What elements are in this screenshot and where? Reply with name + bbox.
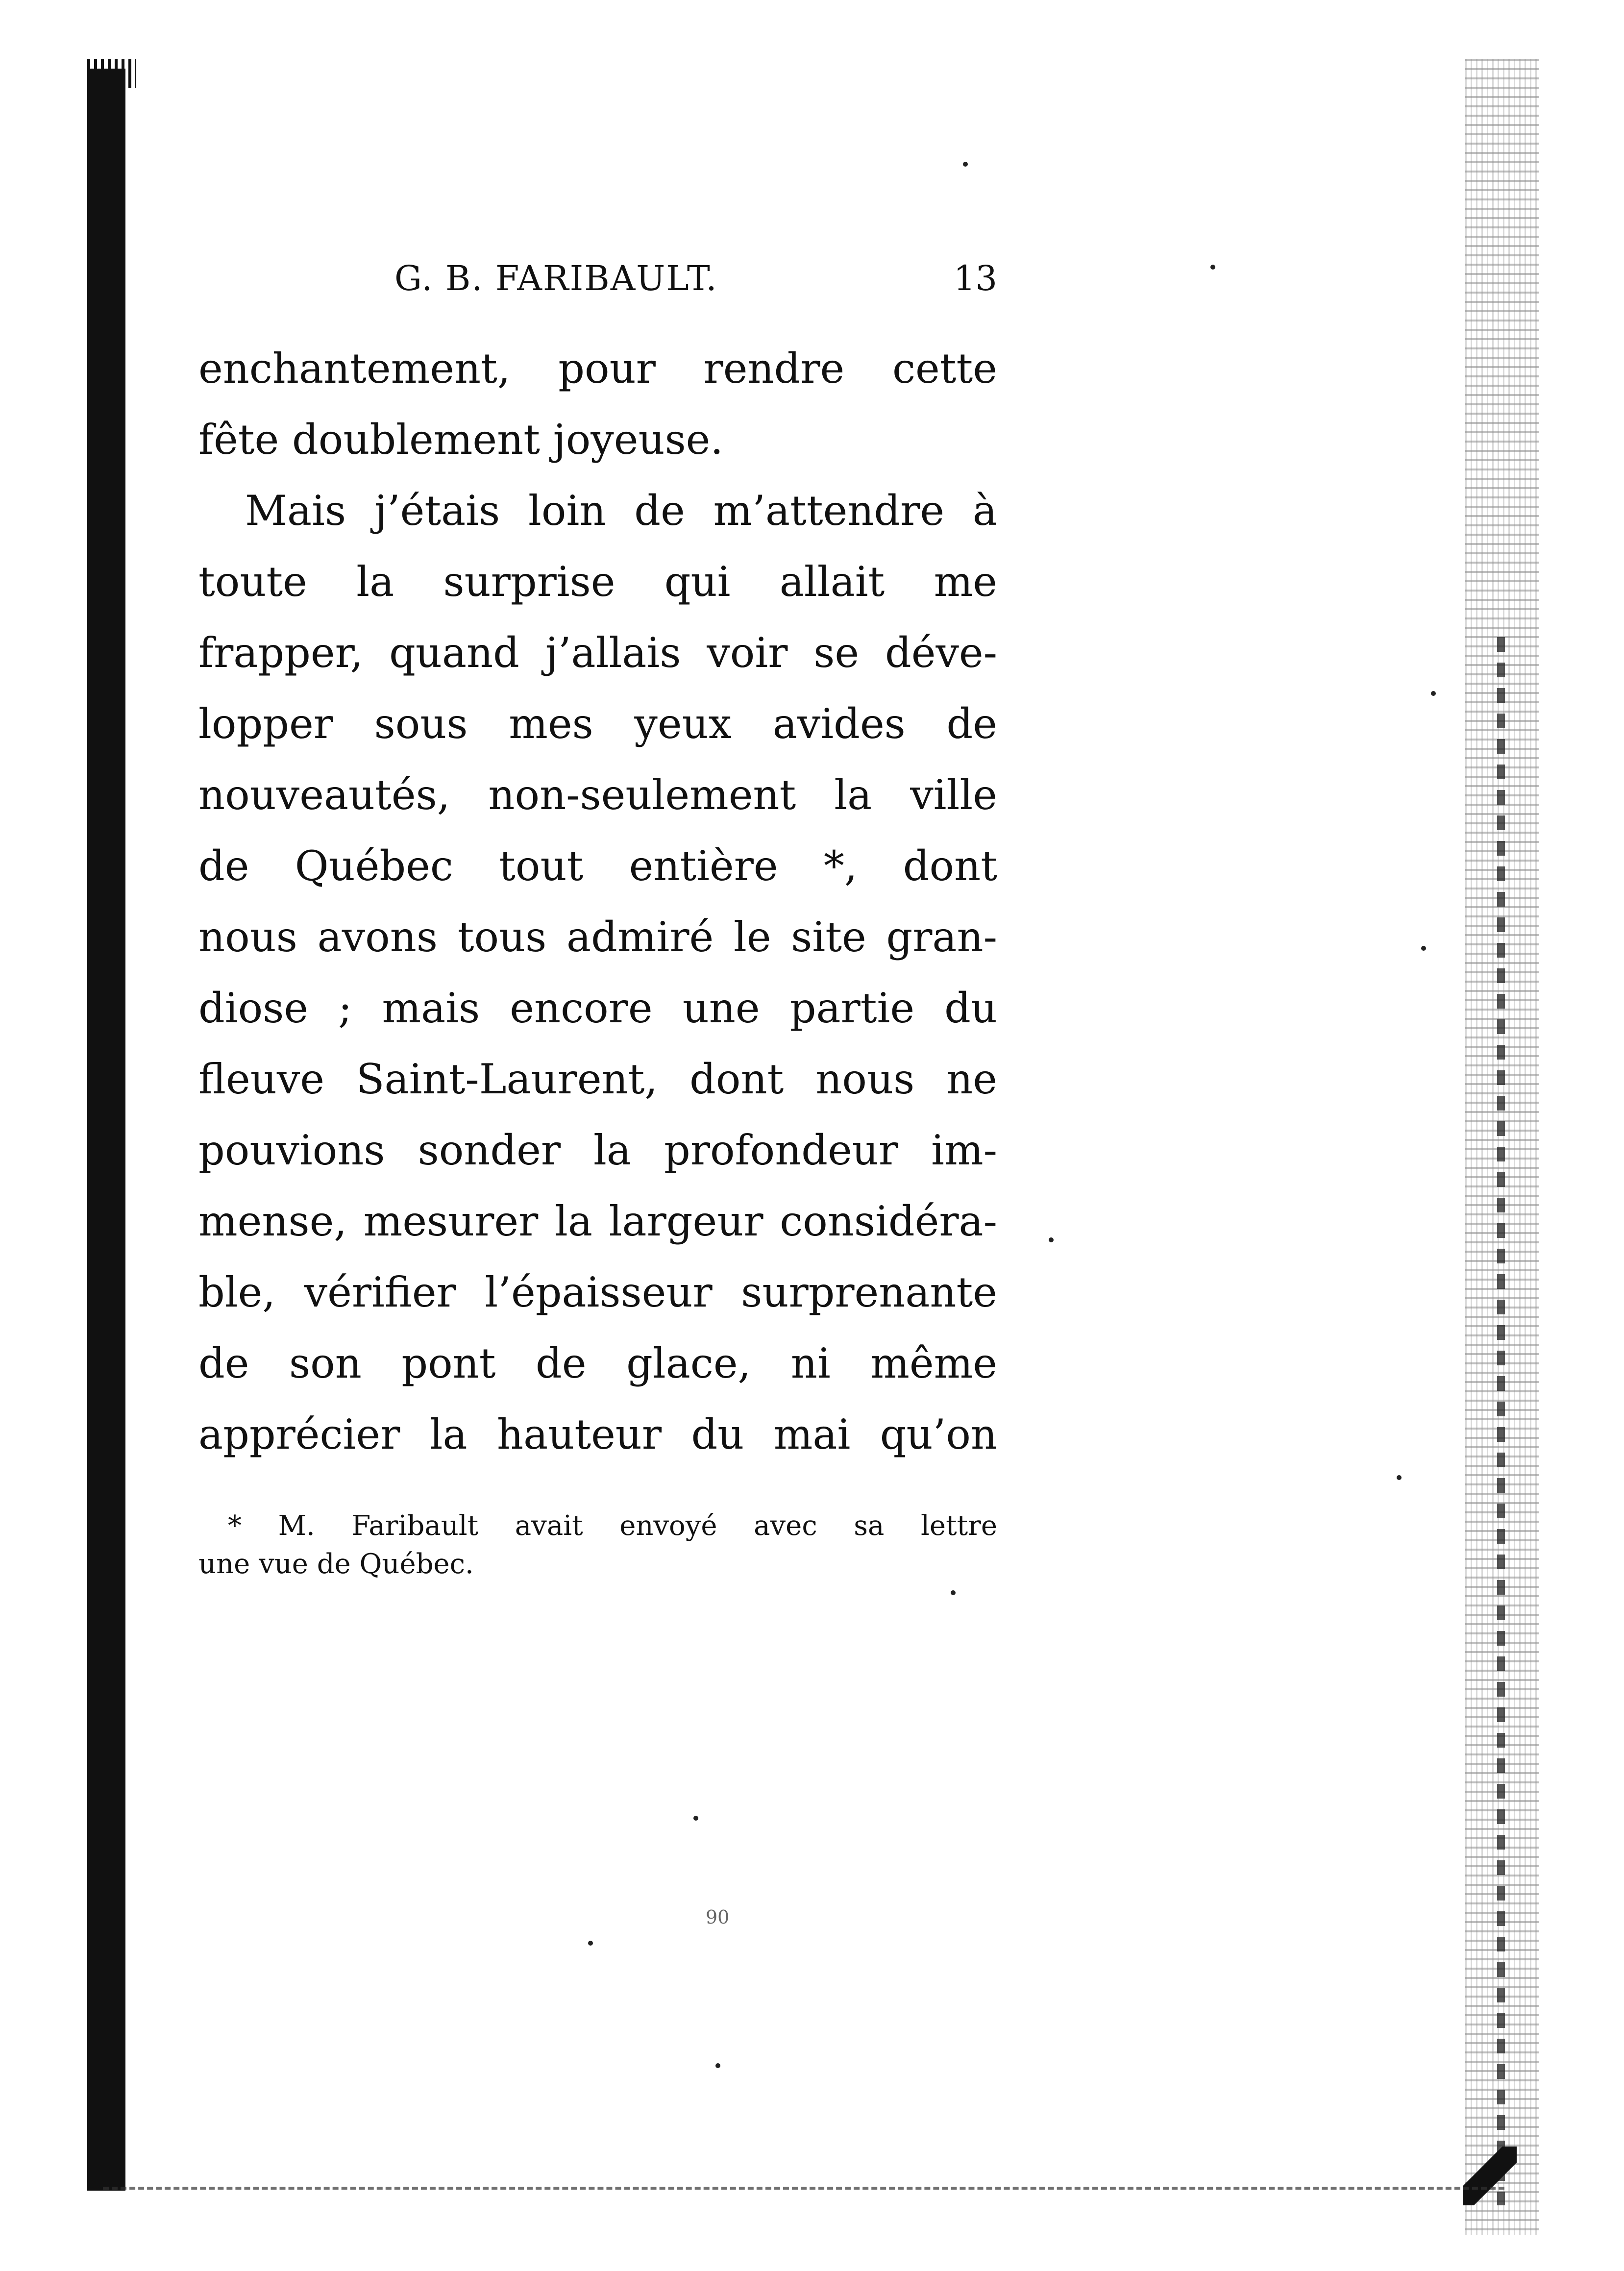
body-text	[198, 333, 997, 1470]
scan-speck	[951, 1590, 956, 1595]
footnote-line: * M. Faribault avait envoyé avec sa lettre	[228, 1510, 997, 1542]
scan-speck	[1431, 691, 1436, 696]
scan-speck	[1421, 946, 1426, 951]
scan-speck	[1210, 265, 1215, 270]
footnote	[198, 1507, 997, 1583]
scan-speck	[1049, 1237, 1054, 1242]
bottom-right-corner-mark	[1463, 2147, 1517, 2205]
page-header	[198, 252, 997, 306]
text-line: de son pont de glace, ni même	[198, 1339, 997, 1387]
text-line: frapper, quand j’allais voir se déve-	[198, 629, 997, 677]
folio-mark: 90	[706, 1906, 730, 1928]
binding-spine-shadow	[87, 69, 125, 2191]
text-line: pouvions sonder la profondeur im-	[198, 1126, 997, 1174]
text-line: lopper sous mes yeux avides de	[198, 700, 997, 748]
scan-speck	[715, 2063, 720, 2068]
scan-speck	[963, 162, 968, 167]
text-line: fête doublement joyeuse.	[198, 416, 724, 464]
text-line: diose ; mais encore une partie du	[198, 984, 997, 1032]
text-line: fleuve Saint-Laurent, dont nous ne	[198, 1055, 997, 1103]
text-line: de Québec tout entière *, dont	[198, 842, 997, 890]
scan-speck	[1397, 1475, 1402, 1480]
right-edge-scan-streak	[1497, 637, 1505, 2205]
text-line: ble, vérifier l’épaisseur surprenante	[198, 1268, 997, 1316]
running-head: G. B. FARIBAULT.	[394, 258, 718, 298]
text-line: Mais j’étais loin de m’attendre à	[245, 487, 997, 535]
bottom-edge-rule	[103, 2187, 1504, 2190]
footnote-line: une vue de Québec.	[198, 1548, 474, 1580]
text-line: toute la surprise qui allait me	[198, 558, 997, 606]
text-line: mense, mesurer la largeur considéra-	[198, 1197, 997, 1245]
text-line: apprécier la hauteur du mai qu’on	[198, 1410, 997, 1458]
scan-speck	[588, 1941, 593, 1946]
text-line: enchantement, pour rendre cette	[198, 345, 997, 393]
text-line: nouveautés, non-seulement la ville	[198, 771, 997, 819]
page-number: 13	[953, 258, 997, 298]
scan-speck	[693, 1816, 698, 1821]
text-line: nous avons tous admiré le site gran-	[198, 913, 997, 961]
